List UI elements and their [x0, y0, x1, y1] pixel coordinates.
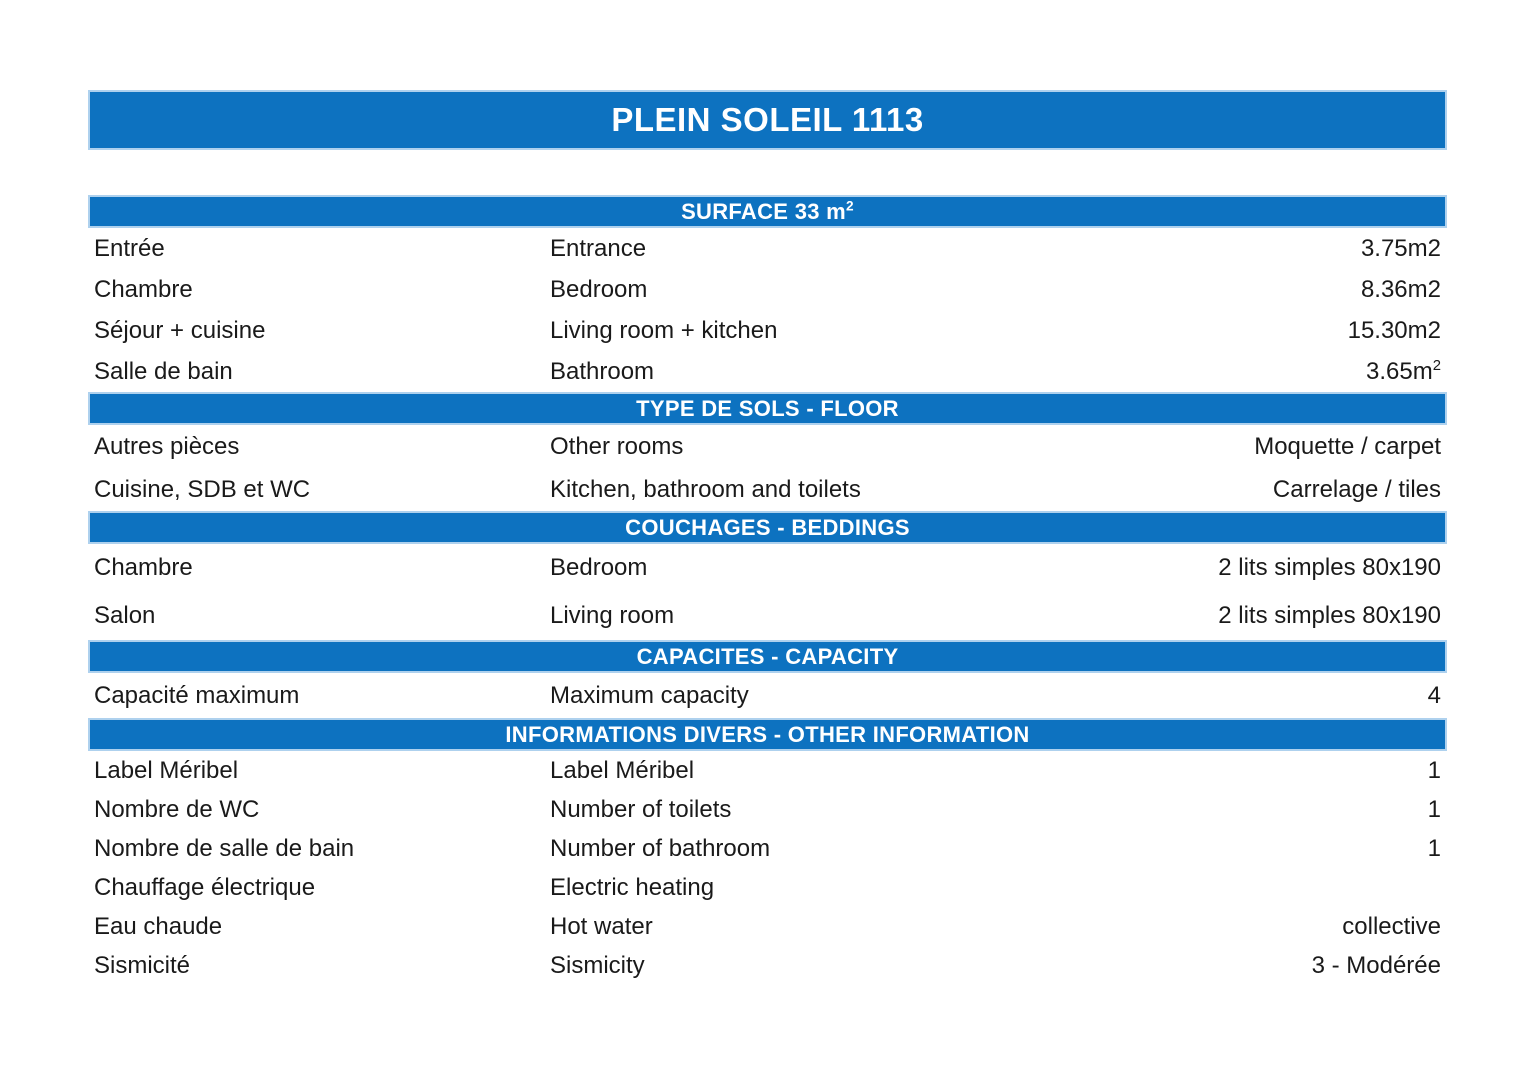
table-row — [88, 544, 1447, 592]
label-en: Entrance — [550, 234, 647, 262]
value-text: 2 lits simples 80x190 — [1218, 554, 1441, 581]
label-en: Label Méribel — [550, 756, 695, 784]
table-row — [88, 946, 1447, 985]
label-en: Other rooms — [550, 432, 684, 460]
table-row — [88, 790, 1447, 829]
section-header-beddings — [88, 511, 1447, 544]
property-sheet — [88, 90, 1447, 985]
label-en: Bedroom — [550, 275, 648, 303]
section-title: CAPACITES - CAPACITY — [636, 643, 899, 669]
label-fr: Label Méribel — [94, 756, 239, 784]
label-en: Hot water — [550, 912, 653, 940]
section-header-other-info — [88, 718, 1447, 751]
value-cell — [1361, 276, 1441, 304]
title-gap — [88, 150, 1447, 195]
label-fr: Autres pièces — [94, 432, 240, 460]
label-en: Kitchen, bathroom and toilets — [550, 475, 861, 503]
value-text: 15.30m2 — [1347, 316, 1441, 344]
table-row — [88, 907, 1447, 946]
section-title: INFORMATIONS DIVERS - OTHER INFORMATION — [505, 721, 1030, 747]
label-fr: Nombre de WC — [94, 795, 260, 823]
label-en: Living room — [550, 602, 675, 629]
value-text: 3 - Modérée — [1311, 951, 1441, 979]
value-text: collective — [1342, 912, 1441, 940]
value-cell — [1254, 433, 1441, 461]
section-capacity — [88, 640, 1447, 718]
label-fr: Séjour + cuisine — [94, 316, 266, 344]
label-en: Electric heating — [550, 873, 715, 901]
value-cell — [1218, 602, 1441, 630]
value-text: Moquette / carpet — [1254, 432, 1441, 460]
value-sup: 2 — [1432, 357, 1441, 374]
table-row — [88, 351, 1447, 392]
label-fr: Chambre — [94, 275, 193, 303]
value-cell — [1342, 913, 1441, 941]
section-floor — [88, 392, 1447, 511]
value-text: 3.75m2 — [1360, 234, 1441, 262]
section-title: TYPE DE SOLS - FLOOR — [636, 395, 899, 421]
table-row — [88, 751, 1447, 790]
table-row — [88, 425, 1447, 468]
label-fr: Entrée — [94, 234, 165, 262]
label-fr: Cuisine, SDB et WC — [94, 475, 311, 503]
value-cell — [1348, 317, 1441, 345]
table-row — [88, 228, 1447, 269]
label-en: Number of bathroom — [550, 834, 771, 862]
section-header-capacity — [88, 640, 1447, 673]
label-fr: Capacité maximum — [94, 681, 300, 709]
value-text: 1 — [1427, 834, 1441, 862]
label-fr: Salon — [94, 602, 156, 629]
section-title — [681, 199, 854, 225]
label-en: Bedroom — [550, 554, 648, 581]
label-fr: Chambre — [94, 554, 193, 581]
page-title: PLEIN SOLEIL 1113 — [611, 101, 924, 138]
label-fr: Nombre de salle de bain — [94, 834, 355, 862]
value-text: 1 — [1427, 756, 1441, 784]
value-cell — [1428, 682, 1441, 710]
section-surface — [88, 195, 1447, 392]
table-row — [88, 829, 1447, 868]
value-cell — [1273, 476, 1441, 504]
section-title-text: SURFACE 33 m — [681, 198, 847, 224]
value-cell — [1428, 835, 1441, 863]
value-text: 2 lits simples 80x190 — [1218, 602, 1441, 629]
value-cell — [1428, 796, 1441, 824]
section-title-sup: 2 — [846, 198, 854, 214]
table-row — [88, 673, 1447, 718]
label-fr: Eau chaude — [94, 912, 223, 940]
value-cell — [1366, 358, 1441, 386]
label-en: Sismicity — [550, 951, 645, 979]
value-text: 4 — [1427, 681, 1441, 709]
value-text: Carrelage / tiles — [1272, 475, 1441, 503]
section-beddings — [88, 511, 1447, 640]
section-header-floor — [88, 392, 1447, 425]
section-other-info — [88, 718, 1447, 985]
label-fr: Sismicité — [94, 951, 191, 979]
section-header-surface — [88, 195, 1447, 228]
label-en: Number of toilets — [550, 795, 732, 823]
value-cell — [1218, 554, 1441, 582]
value-text: 3.65m — [1366, 357, 1433, 385]
table-row — [88, 310, 1447, 351]
table-row — [88, 468, 1447, 511]
label-en: Bathroom — [550, 357, 655, 385]
value-text: 8.36m2 — [1360, 275, 1441, 303]
table-row — [88, 592, 1447, 640]
table-row — [88, 868, 1447, 907]
label-en: Living room + kitchen — [550, 316, 778, 344]
value-text: 1 — [1427, 795, 1441, 823]
value-cell — [1312, 952, 1441, 980]
table-row — [88, 269, 1447, 310]
label-fr: Chauffage électrique — [94, 873, 316, 901]
title-bar — [88, 90, 1447, 150]
value-cell — [1428, 757, 1441, 785]
label-fr: Salle de bain — [94, 357, 233, 385]
value-cell — [1361, 235, 1441, 263]
label-en: Maximum capacity — [550, 681, 749, 709]
section-title: COUCHAGES - BEDDINGS — [625, 514, 910, 540]
